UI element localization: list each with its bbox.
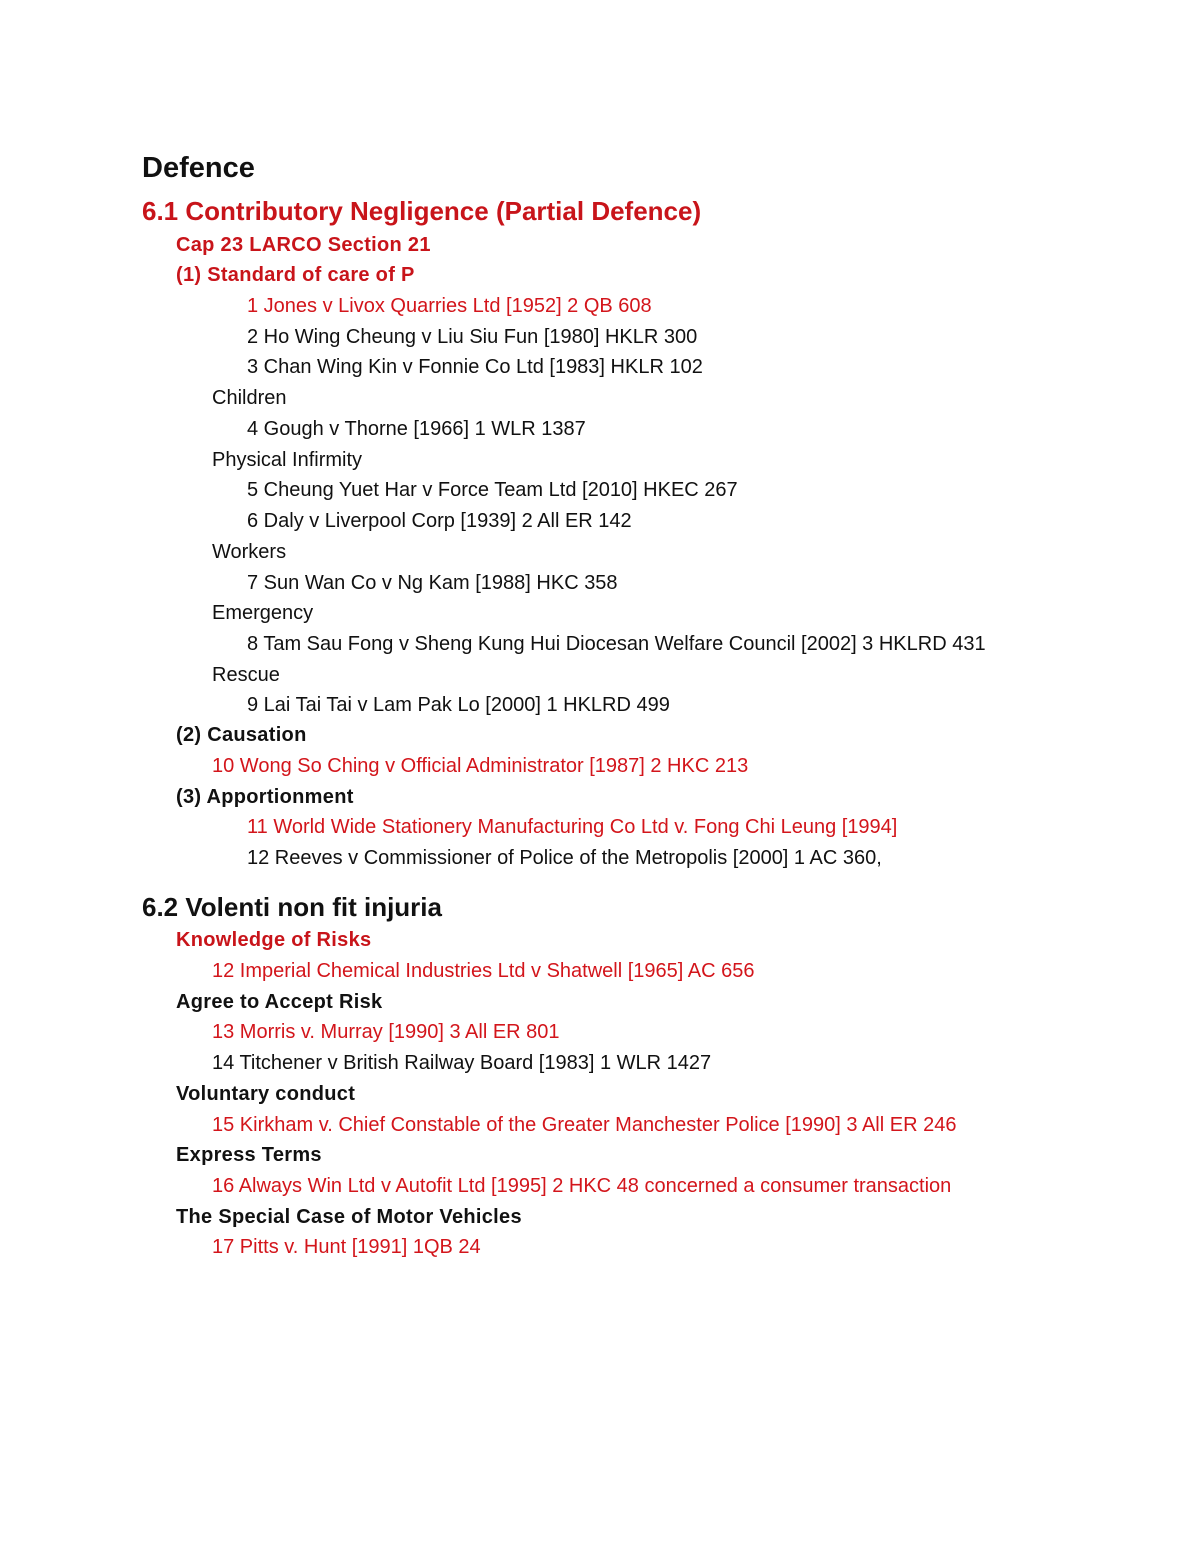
category-label-workers: Workers: [212, 541, 287, 563]
case-item: 13 Morris v. Murray [1990] 3 All ER 801: [212, 1021, 560, 1043]
case-item: 1 Jones v Livox Quarries Ltd [1952] 2 QB 608: [247, 295, 652, 317]
case-item: 2 Ho Wing Cheung v Liu Siu Fun [1980] HKLR 300: [247, 326, 698, 348]
category-label-emergency: Emergency: [212, 602, 314, 624]
category-label-children: Children: [212, 387, 287, 409]
subheading-causation: (2) Causation: [176, 724, 307, 746]
subheading-express-terms: Express Terms: [176, 1144, 322, 1166]
document-title: Defence: [142, 152, 255, 184]
section-heading-volenti: 6.2 Volenti non fit injuria: [142, 892, 442, 922]
subheading-voluntary-conduct: Voluntary conduct: [176, 1083, 356, 1105]
subheading-motor-vehicles: The Special Case of Motor Vehicles: [176, 1206, 522, 1228]
category-label-physical-infirmity: Physical Infirmity: [212, 449, 363, 471]
case-item: 11 World Wide Stationery Manufacturing Co Ltd v. Fong Chi Leung [1994]: [247, 816, 898, 838]
case-item: 3 Chan Wing Kin v Fonnie Co Ltd [1983] HKLR 102: [247, 356, 703, 378]
section-heading-contributory-negligence: 6.1 Contributory Negligence (Partial Defence): [142, 196, 702, 226]
case-item: 14 Titchener v British Railway Board [1983] 1 WLR 1427: [212, 1052, 712, 1074]
case-item: 12 Reeves v Commissioner of Police of the Metropolis [2000] 1 AC 360,: [247, 847, 882, 869]
case-item: 17 Pitts v. Hunt [1991] 1QB 24: [212, 1236, 481, 1258]
case-item: 8 Tam Sau Fong v Sheng Kung Hui Diocesan Welfare Council [2002] 3 HKLRD 431: [247, 633, 986, 655]
case-item: 16 Always Win Ltd v Autofit Ltd [1995] 2 HKC 48 concerned a consumer transaction: [212, 1175, 952, 1197]
case-item: 6 Daly v Liverpool Corp [1939] 2 All ER 142: [247, 510, 632, 532]
case-item: 5 Cheung Yuet Har v Force Team Ltd [2010] HKEC 267: [247, 479, 738, 501]
subheading-apportionment: (3) Apportionment: [176, 786, 354, 808]
statute-reference: Cap 23 LARCO Section 21: [176, 234, 431, 256]
case-item: 15 Kirkham v. Chief Constable of the Greater Manchester Police [1990] 3 All ER 246: [212, 1114, 957, 1136]
case-item: 10 Wong So Ching v Official Administrator [1987] 2 HKC 213: [212, 755, 749, 777]
subheading-knowledge-of-risks: Knowledge of Risks: [176, 929, 372, 951]
case-item: 7 Sun Wan Co v Ng Kam [1988] HKC 358: [247, 572, 618, 594]
case-item: 12 Imperial Chemical Industries Ltd v Shatwell [1965] AC 656: [212, 960, 755, 982]
case-item: 4 Gough v Thorne [1966] 1 WLR 1387: [247, 418, 586, 440]
case-item: 9 Lai Tai Tai v Lam Pak Lo [2000] 1 HKLRD 499: [247, 694, 670, 716]
subheading-agree-to-accept-risk: Agree to Accept Risk: [176, 991, 383, 1013]
subheading-standard-of-care: (1) Standard of care of P: [176, 264, 415, 286]
category-label-rescue: Rescue: [212, 664, 280, 686]
